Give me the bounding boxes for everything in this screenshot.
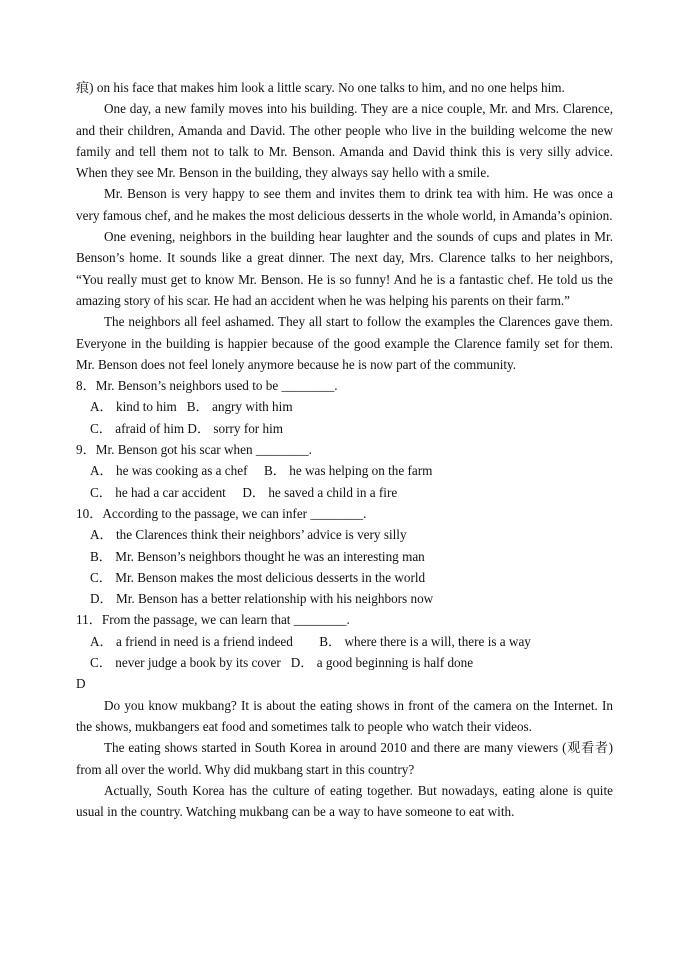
option-line: C． afraid of him D． sorry for him [90,420,284,436]
question-9 [76,439,613,503]
option-line: D． Mr. Benson has a better relationship with his neighbors now [90,591,434,607]
option-line: C． never judge a book by its cover D． a good beginning is half done [90,655,474,671]
option-line: C． he had a car accident D． he saved a child in a fire [90,484,398,500]
passage-c-paragraph: One day, a new family moves into his building. They are a nice couple, Mr. and Mrs. Clarence, and their children, Amanda and David. The other people who live in the building welcome the new family and tell them not to talk to Mr. Benson. Amanda and David think this is very silly advice. When they see Mr. Benson in the building, they always say hello with a smile. [76,101,613,181]
question-stem: 8．Mr. Benson’s neighbors used to be ________. [76,378,338,394]
question-8 [76,375,613,439]
passage-c-continuation: 痕) on his face that makes him look a little scary. No one talks to him, and no one helps him. [76,80,565,95]
option-line: A． a friend in need is a friend indeed B． where there is a will, there is a way [90,633,531,649]
option-line: A． kind to him B． angry with him [90,399,293,415]
option-line: B． Mr. Benson’s neighbors thought he was an interesting man [90,548,425,564]
option-line: C． Mr. Benson makes the most delicious desserts in the world [90,569,426,585]
passage-d-paragraph: Do you know mukbang? It is about the eating shows in front of the camera on the Internet. In the shows, mukbangers eat food and sometimes talk to people who watch their videos. [76,697,613,734]
question-11 [76,609,613,673]
question-10 [76,503,613,609]
option-line: A． the Clarences think their neighbors’ advice is very silly [90,527,407,543]
passage-c-paragraph: Mr. Benson is very happy to see them and invites them to drink tea with him. He was once a very famous chef, and he makes the most delicious desserts in the whole world, in Amanda’s opinion. [76,186,613,223]
question-stem: 11．From the passage, we can learn that ________. [76,612,350,628]
option-line: A． he was cooking as a chef B． he was helping on the farm [90,463,433,479]
question-stem: 10．According to the passage, we can infer ________. [76,505,367,521]
question-stem: 9．Mr. Benson got his scar when ________. [76,442,312,458]
exam-page [76,77,613,822]
passage-c-paragraph: One evening, neighbors in the building hear laughter and the sounds of cups and plates in Mr. Benson’s home. It sounds like a great dinner. The next day, Mrs. Clarence talks to her neighbors, “You really must get to know Mr. Benson. He is so funny! And he is a fantastic chef. He told us the amazing story of his scar. He had an accident when he was helping his parents on their farm.” [76,229,613,308]
passage-d-paragraph: The eating shows started in South Korea in around 2010 and there are many viewers (观看者) from all over the world. Why did mukbang start in this country? [76,740,613,777]
section-label-d: D [76,676,86,692]
passage-c-paragraph: The neighbors all feel ashamed. They all start to follow the examples the Clarences gave them. Everyone in the building is happier because of the good example the Clarence family set for them. Mr. Benson does not feel lonely anymore because he is now part of the community. [76,314,613,372]
passage-d-paragraph: Actually, South Korea has the culture of eating together. But nowadays, eating alone is quite usual in the country. Watching mukbang can be a way to have someone to eat with. [76,782,613,820]
